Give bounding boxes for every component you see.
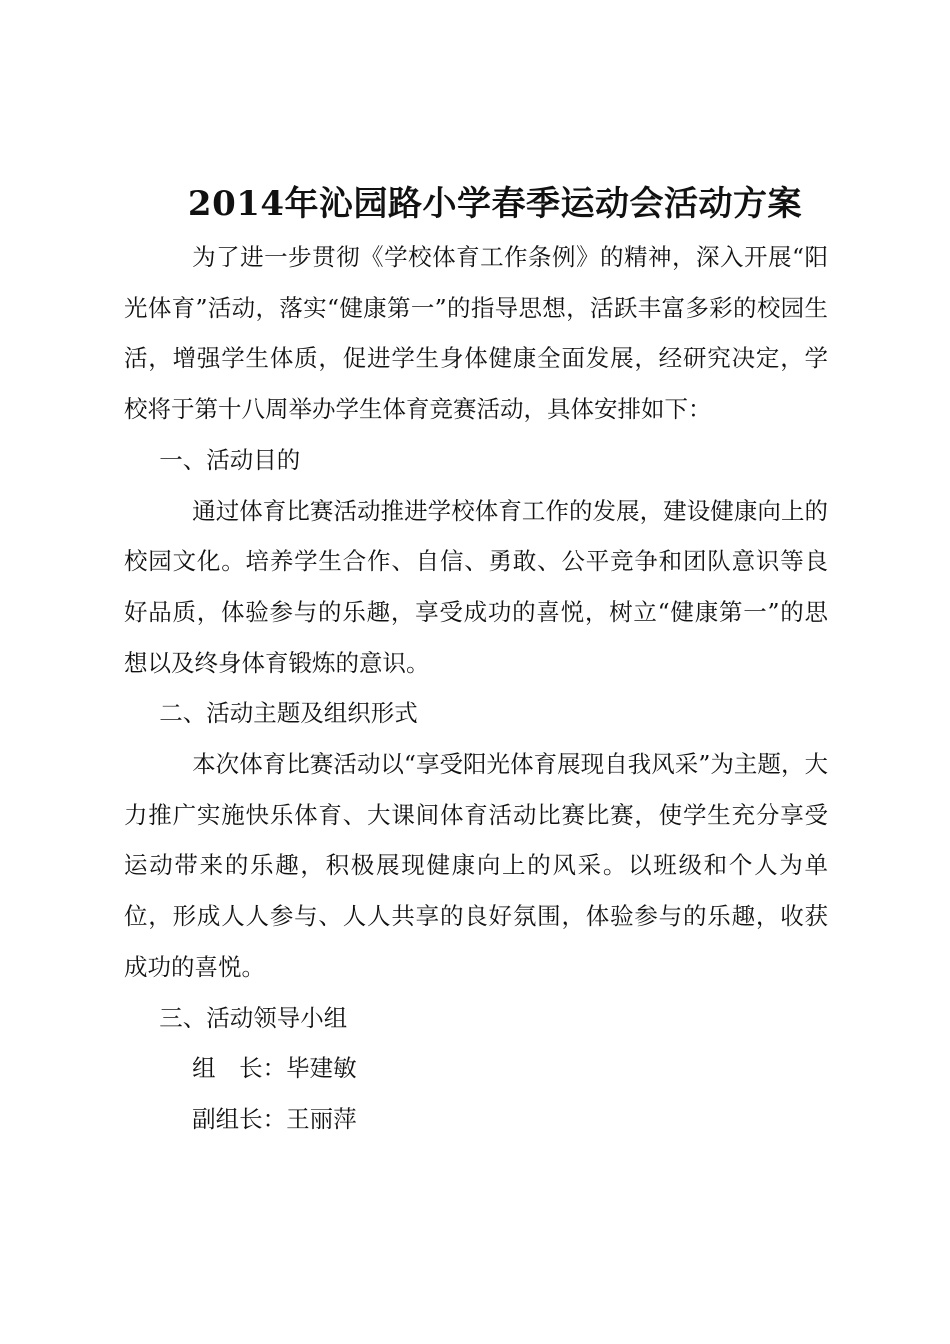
section-paragraph-purpose: 通过体育比赛活动推进学校体育工作的发展，建设健康向上的校园文化。培养学生合作、自信、勇敢、公平竞争和团队意识等良好品质，体验参与的乐趣，享受成功的喜悦，树立“健康第一”的思想以及终身体育锻炼的意识。 xyxy=(124,496,828,677)
leader-line: 组 长：毕建敏 xyxy=(192,1054,357,1083)
section-heading-leadership: 三、活动领导小组 xyxy=(159,1003,348,1032)
document-body xyxy=(124,232,828,1145)
document-title: 2014年沁园路小学春季运动会活动方案 xyxy=(187,184,803,224)
section-heading-purpose: 一、活动目的 xyxy=(159,445,301,474)
section-paragraph-theme: 本次体育比赛活动以“享受阳光体育展现自我风采”为主题，大力推广实施快乐体育、大课间体育活动比赛比赛，使学生充分享受运动带来的乐趣，积极展现健康向上的风采。以班级和个人为单位，形成人人参与、人人共享的良好氛围，体验参与的乐趣，收获成功的喜悦。 xyxy=(124,750,828,981)
intro-paragraph: 为了进一步贯彻《学校体育工作条例》的精神，深入开展“阳光体育”活动，落实“健康第一”的指导思想，活跃丰富多彩的校园生活，增强学生体质，促进学生身体健康全面发展，经研究决定，学校将于第十八周举办学生体育竞赛活动，具体安排如下： xyxy=(124,243,828,424)
deputy-leader-line: 副组长：王丽萍 xyxy=(192,1104,357,1133)
section-heading-theme: 二、活动主题及组织形式 xyxy=(159,699,418,728)
